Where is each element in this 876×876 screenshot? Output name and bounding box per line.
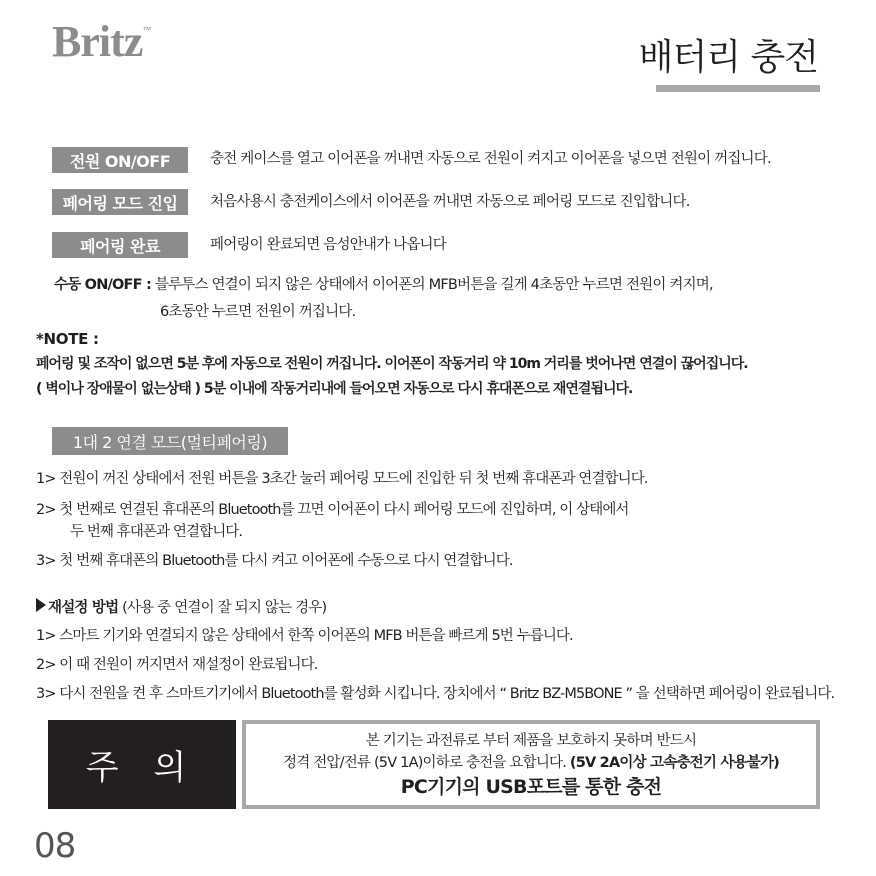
- caution-line-3: PC기기의 USB포트를 통한 충전: [400, 775, 662, 798]
- caution-line-2a: 정격 전압/전류 (5V 1A)이하로 충전을 요합니다.: [283, 754, 570, 771]
- page-number: 08: [34, 826, 76, 866]
- triangle-bullet-icon: [36, 598, 46, 612]
- note-line-1: 페어링 및 조작이 없으면 5분 후에 자동으로 전원이 꺼집니다. 이어폰이 작동거리 약 10m 거리를 벗어나면 연결이 끊어집니다.: [36, 356, 748, 372]
- text-pairing-complete: 페어링이 완료되면 음성안내가 나옵니다: [210, 237, 446, 253]
- manual-onoff-section: [54, 272, 713, 326]
- label-pairing-complete: 페어링 완료: [52, 232, 188, 258]
- multi-step-1: 1> 전원이 꺼진 상태에서 전원 버튼을 3초간 눌러 페어링 모드에 진입한 뒤 첫 번째 휴대폰과 연결합니다.: [36, 471, 648, 487]
- caution-line-1: 본 기기는 과전류로 부터 제품을 보호하지 못하며 반드시: [365, 732, 697, 749]
- caution-line-2: [283, 752, 779, 774]
- title-underline: [656, 85, 820, 92]
- reset-step-3: 3> 다시 전원을 켠 후 스마트기기에서 Bluetooth를 활성화 시킵니다. 장치에서 “ Britz BZ-M5BONE ” 을 선택하면 페어링이 완료됩니다.: [36, 686, 835, 702]
- multi-step-2-cont: 두 번째 휴대폰과 연결합니다.: [70, 524, 243, 540]
- reset-heading: [48, 596, 326, 617]
- logo-text: Britz: [52, 17, 143, 66]
- text-pairing-mode: 처음사용시 충전케이스에서 이어폰을 꺼내면 자동으로 페어링 모드로 진입합니다.: [210, 194, 690, 210]
- reset-subtitle: (사용 중 연결이 잘 되지 않는 경우): [118, 600, 327, 616]
- manual-onoff-line1: 블루투스 연결이 되지 않은 상태에서 이어폰의 MFB버튼을 길게 4초동안 누르면 전원이 켜지며,: [151, 277, 713, 293]
- trademark-mark: ™: [142, 25, 151, 35]
- note-line-2: ( 벽이나 장애물이 없는상태 ) 5분 이내에 작동거리내에 들어오면 자동으로 다시 휴대폰으로 재연결됩니다.: [36, 381, 633, 397]
- reset-title: 재설정 방법: [48, 600, 119, 616]
- text-power-onoff: 충전 케이스를 열고 이어폰을 꺼내면 자동으로 전원이 켜지고 이어폰을 넣으면 전원이 꺼집니다.: [210, 151, 771, 167]
- reset-step-2: 2> 이 때 전원이 꺼지면서 재설정이 완료됩니다.: [36, 657, 318, 673]
- caution-label: 주 의: [48, 720, 236, 809]
- reset-step-1: 1> 스마트 기기와 연결되지 않은 상태에서 한쪽 이어폰의 MFB 버튼을 빠르게 5번 누릅니다.: [36, 628, 573, 644]
- caution-panel: [242, 720, 820, 809]
- note-title: *NOTE :: [36, 330, 99, 348]
- label-power-onoff: 전원 ON/OFF: [52, 147, 188, 173]
- multi-step-2: 2> 첫 번째로 연결된 휴대폰의 Bluetooth를 끄면 이어폰이 다시 페어링 모드에 진입하며, 이 상태에서: [36, 502, 629, 518]
- britz-logo: [52, 17, 151, 66]
- multi-step-3: 3> 첫 번째 휴대폰의 Bluetooth를 다시 켜고 이어폰에 수동으로 다시 연결합니다.: [36, 553, 513, 569]
- label-pairing-mode: 페어링 모드 진입: [52, 189, 188, 215]
- page-title: 배터리 충전: [638, 37, 818, 78]
- caution-line-2b: (5V 2A이상 고속충전기 사용불가): [569, 754, 779, 771]
- label-multipairing: 1대 2 연결 모드(멀티페어링): [52, 427, 288, 455]
- manual-onoff-key: 수동 ON/OFF :: [54, 277, 152, 293]
- manual-onoff-line2: 6초동안 누르면 전원이 꺼집니다.: [160, 304, 356, 320]
